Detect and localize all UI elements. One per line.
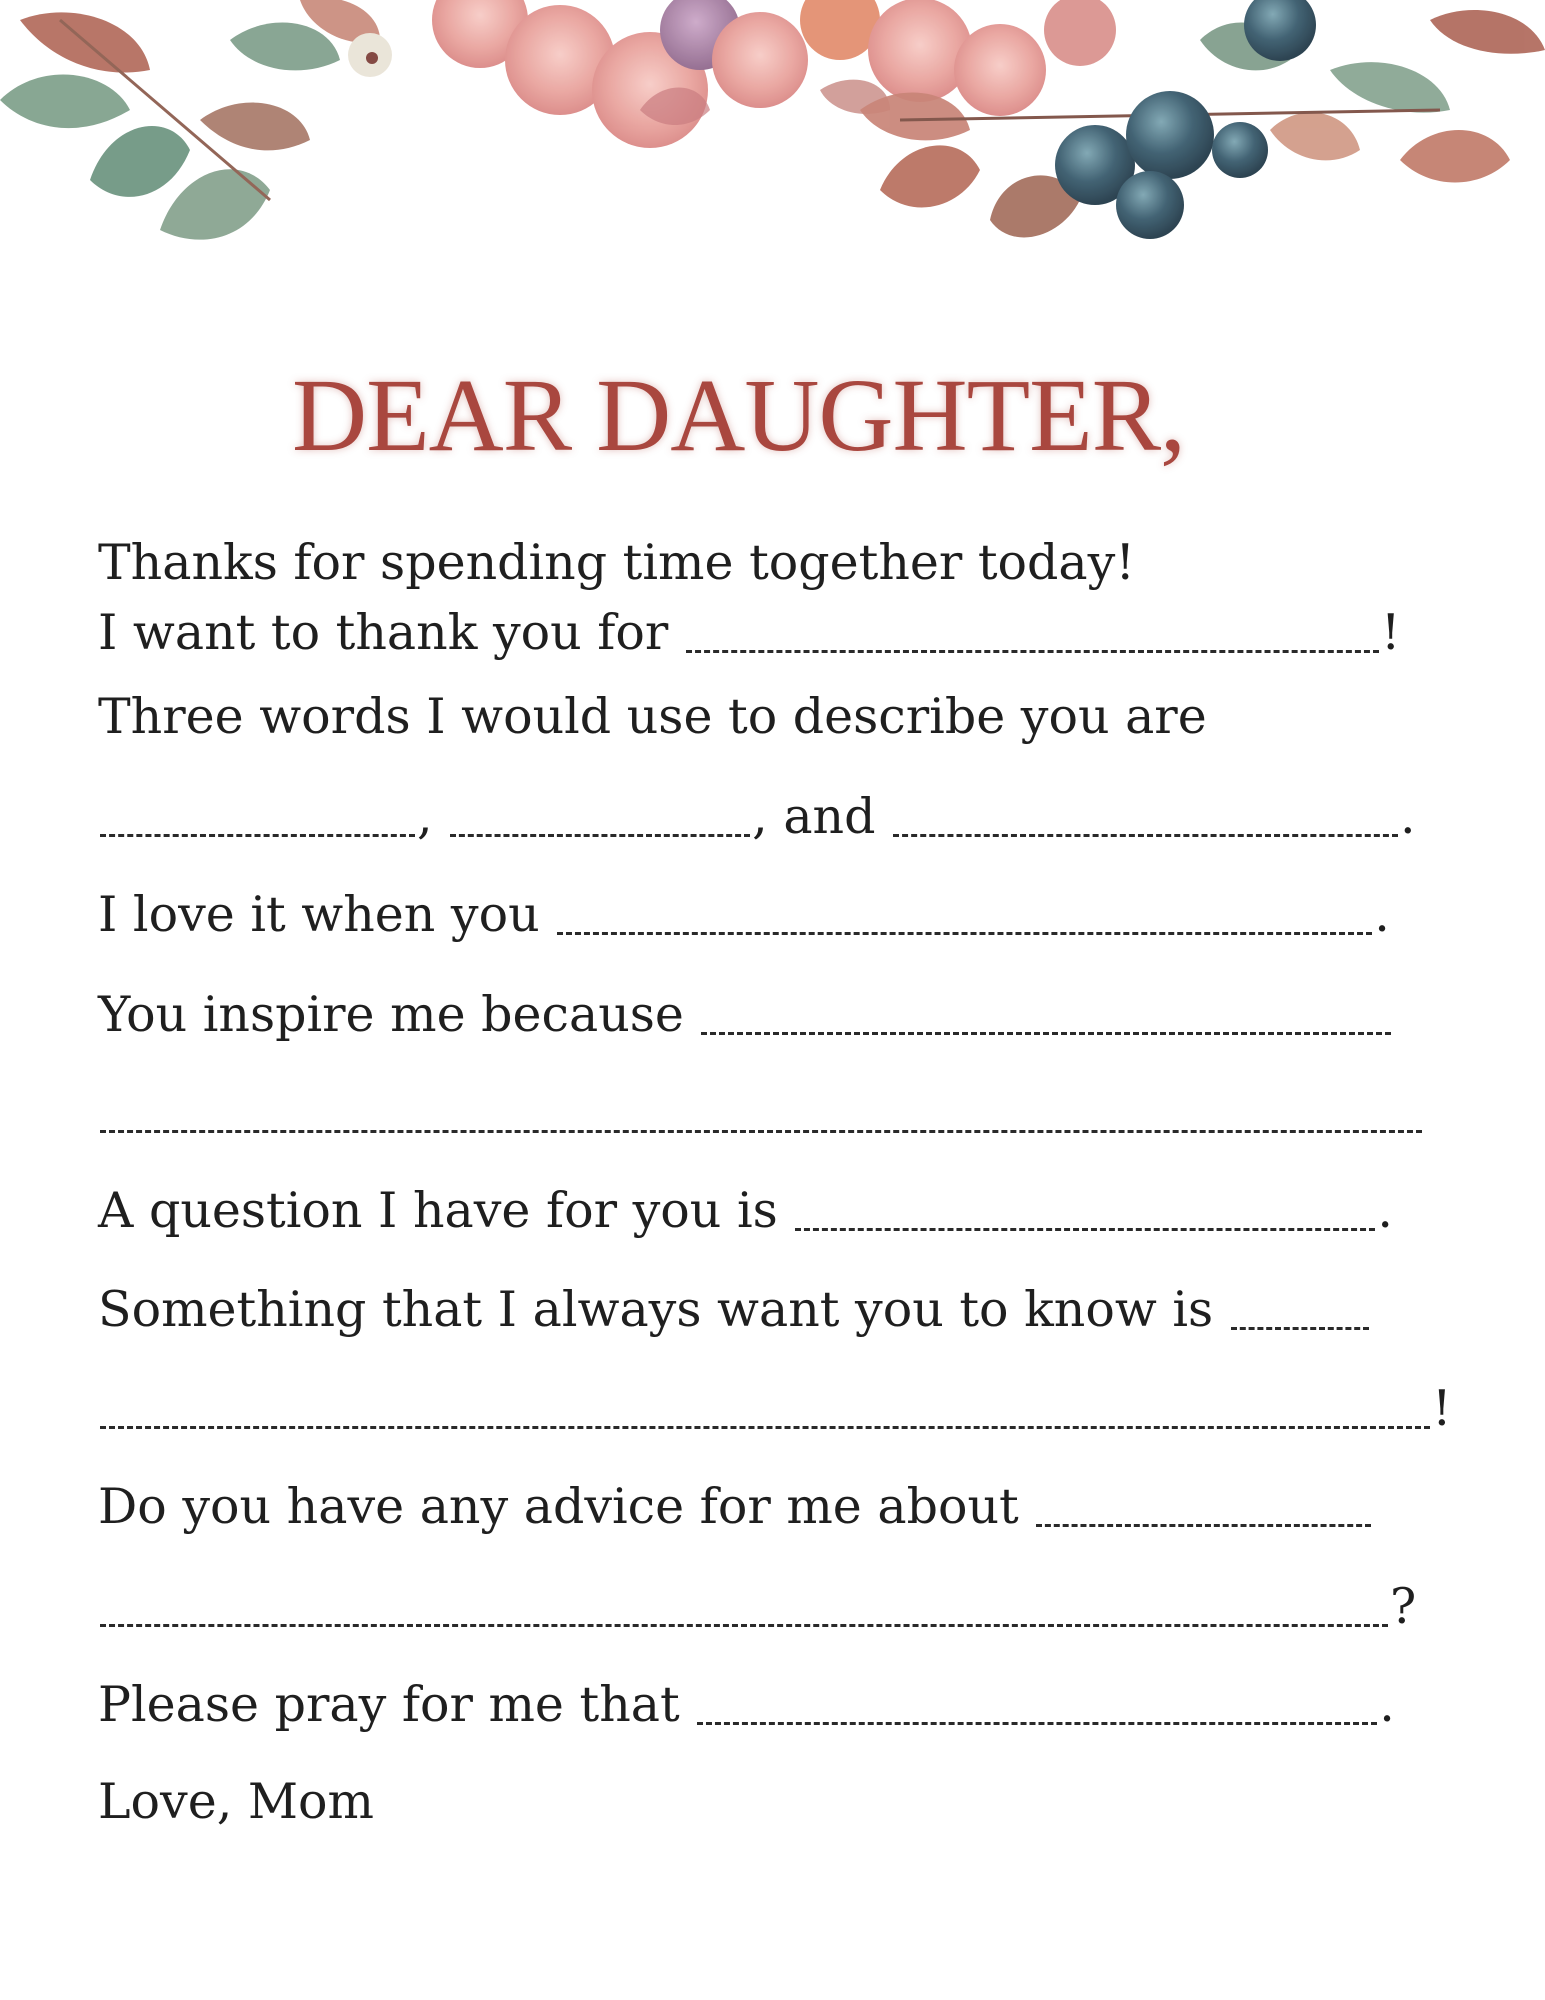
line-pray (98, 1676, 1395, 1733)
something-blank-2[interactable] (100, 1426, 1430, 1429)
thank-you-for-end: ! (1380, 604, 1401, 661)
something-blank-1[interactable] (1231, 1327, 1369, 1330)
line-question (98, 1182, 1393, 1239)
advice-blank-2[interactable] (100, 1624, 1388, 1627)
something-text: Something that I always want you to know is (98, 1281, 1214, 1338)
line-thanks-text: Thanks for spending time together today! (98, 534, 1136, 591)
line-something (98, 1281, 1371, 1338)
center-blossoms (432, 0, 1116, 148)
line-love-it (98, 886, 1390, 943)
right-leaves-berries (860, 0, 1545, 239)
inspire-text: You inspire me because (98, 986, 684, 1043)
pray-end: . (1379, 1676, 1395, 1733)
love-it-end: . (1374, 886, 1390, 943)
line-advice-continued (98, 1578, 1417, 1635)
three-words-text: Three words I would use to describe you are (98, 688, 1207, 745)
word-two-blank[interactable] (450, 834, 750, 837)
line-something-continued (98, 1380, 1452, 1437)
line-three-words (98, 688, 1207, 745)
left-leaves (0, 0, 392, 240)
love-it-blank[interactable] (557, 932, 1372, 935)
question-end: . (1377, 1182, 1393, 1239)
question-text: A question I have for you is (98, 1182, 778, 1239)
line-three-words-blanks (98, 788, 1416, 845)
word-one-blank[interactable] (100, 834, 415, 837)
inspire-blank-2[interactable] (100, 1130, 1422, 1133)
word-three-blank[interactable] (893, 834, 1398, 837)
signoff-text: Love, Mom (98, 1773, 375, 1830)
pray-blank[interactable] (697, 1722, 1377, 1725)
line-thanks (98, 534, 1136, 591)
question-blank[interactable] (795, 1228, 1375, 1231)
advice-end: ? (1390, 1578, 1417, 1635)
line-advice (98, 1478, 1373, 1535)
word-one-comma: , (417, 788, 433, 845)
floral-header-illustration (0, 0, 1545, 270)
thank-you-for-blank[interactable] (686, 650, 1379, 653)
line-signoff (98, 1773, 375, 1830)
and-text: and (783, 788, 876, 845)
three-words-end: . (1400, 788, 1416, 845)
something-end: ! (1432, 1380, 1452, 1437)
love-it-text: I love it when you (98, 886, 540, 943)
inspire-blank-1[interactable] (701, 1032, 1391, 1035)
word-two-comma: , (752, 788, 768, 845)
line-inspire (98, 986, 1393, 1043)
advice-blank-1[interactable] (1036, 1524, 1371, 1527)
line-inspire-continued (98, 1088, 1424, 1137)
pray-text: Please pray for me that (98, 1676, 680, 1733)
page-title: DEAR DAUGHTER, (292, 358, 1186, 473)
advice-text: Do you have any advice for me about (98, 1478, 1019, 1535)
thank-you-for-text: I want to thank you for (98, 604, 669, 661)
line-thank-you-for (98, 604, 1401, 661)
